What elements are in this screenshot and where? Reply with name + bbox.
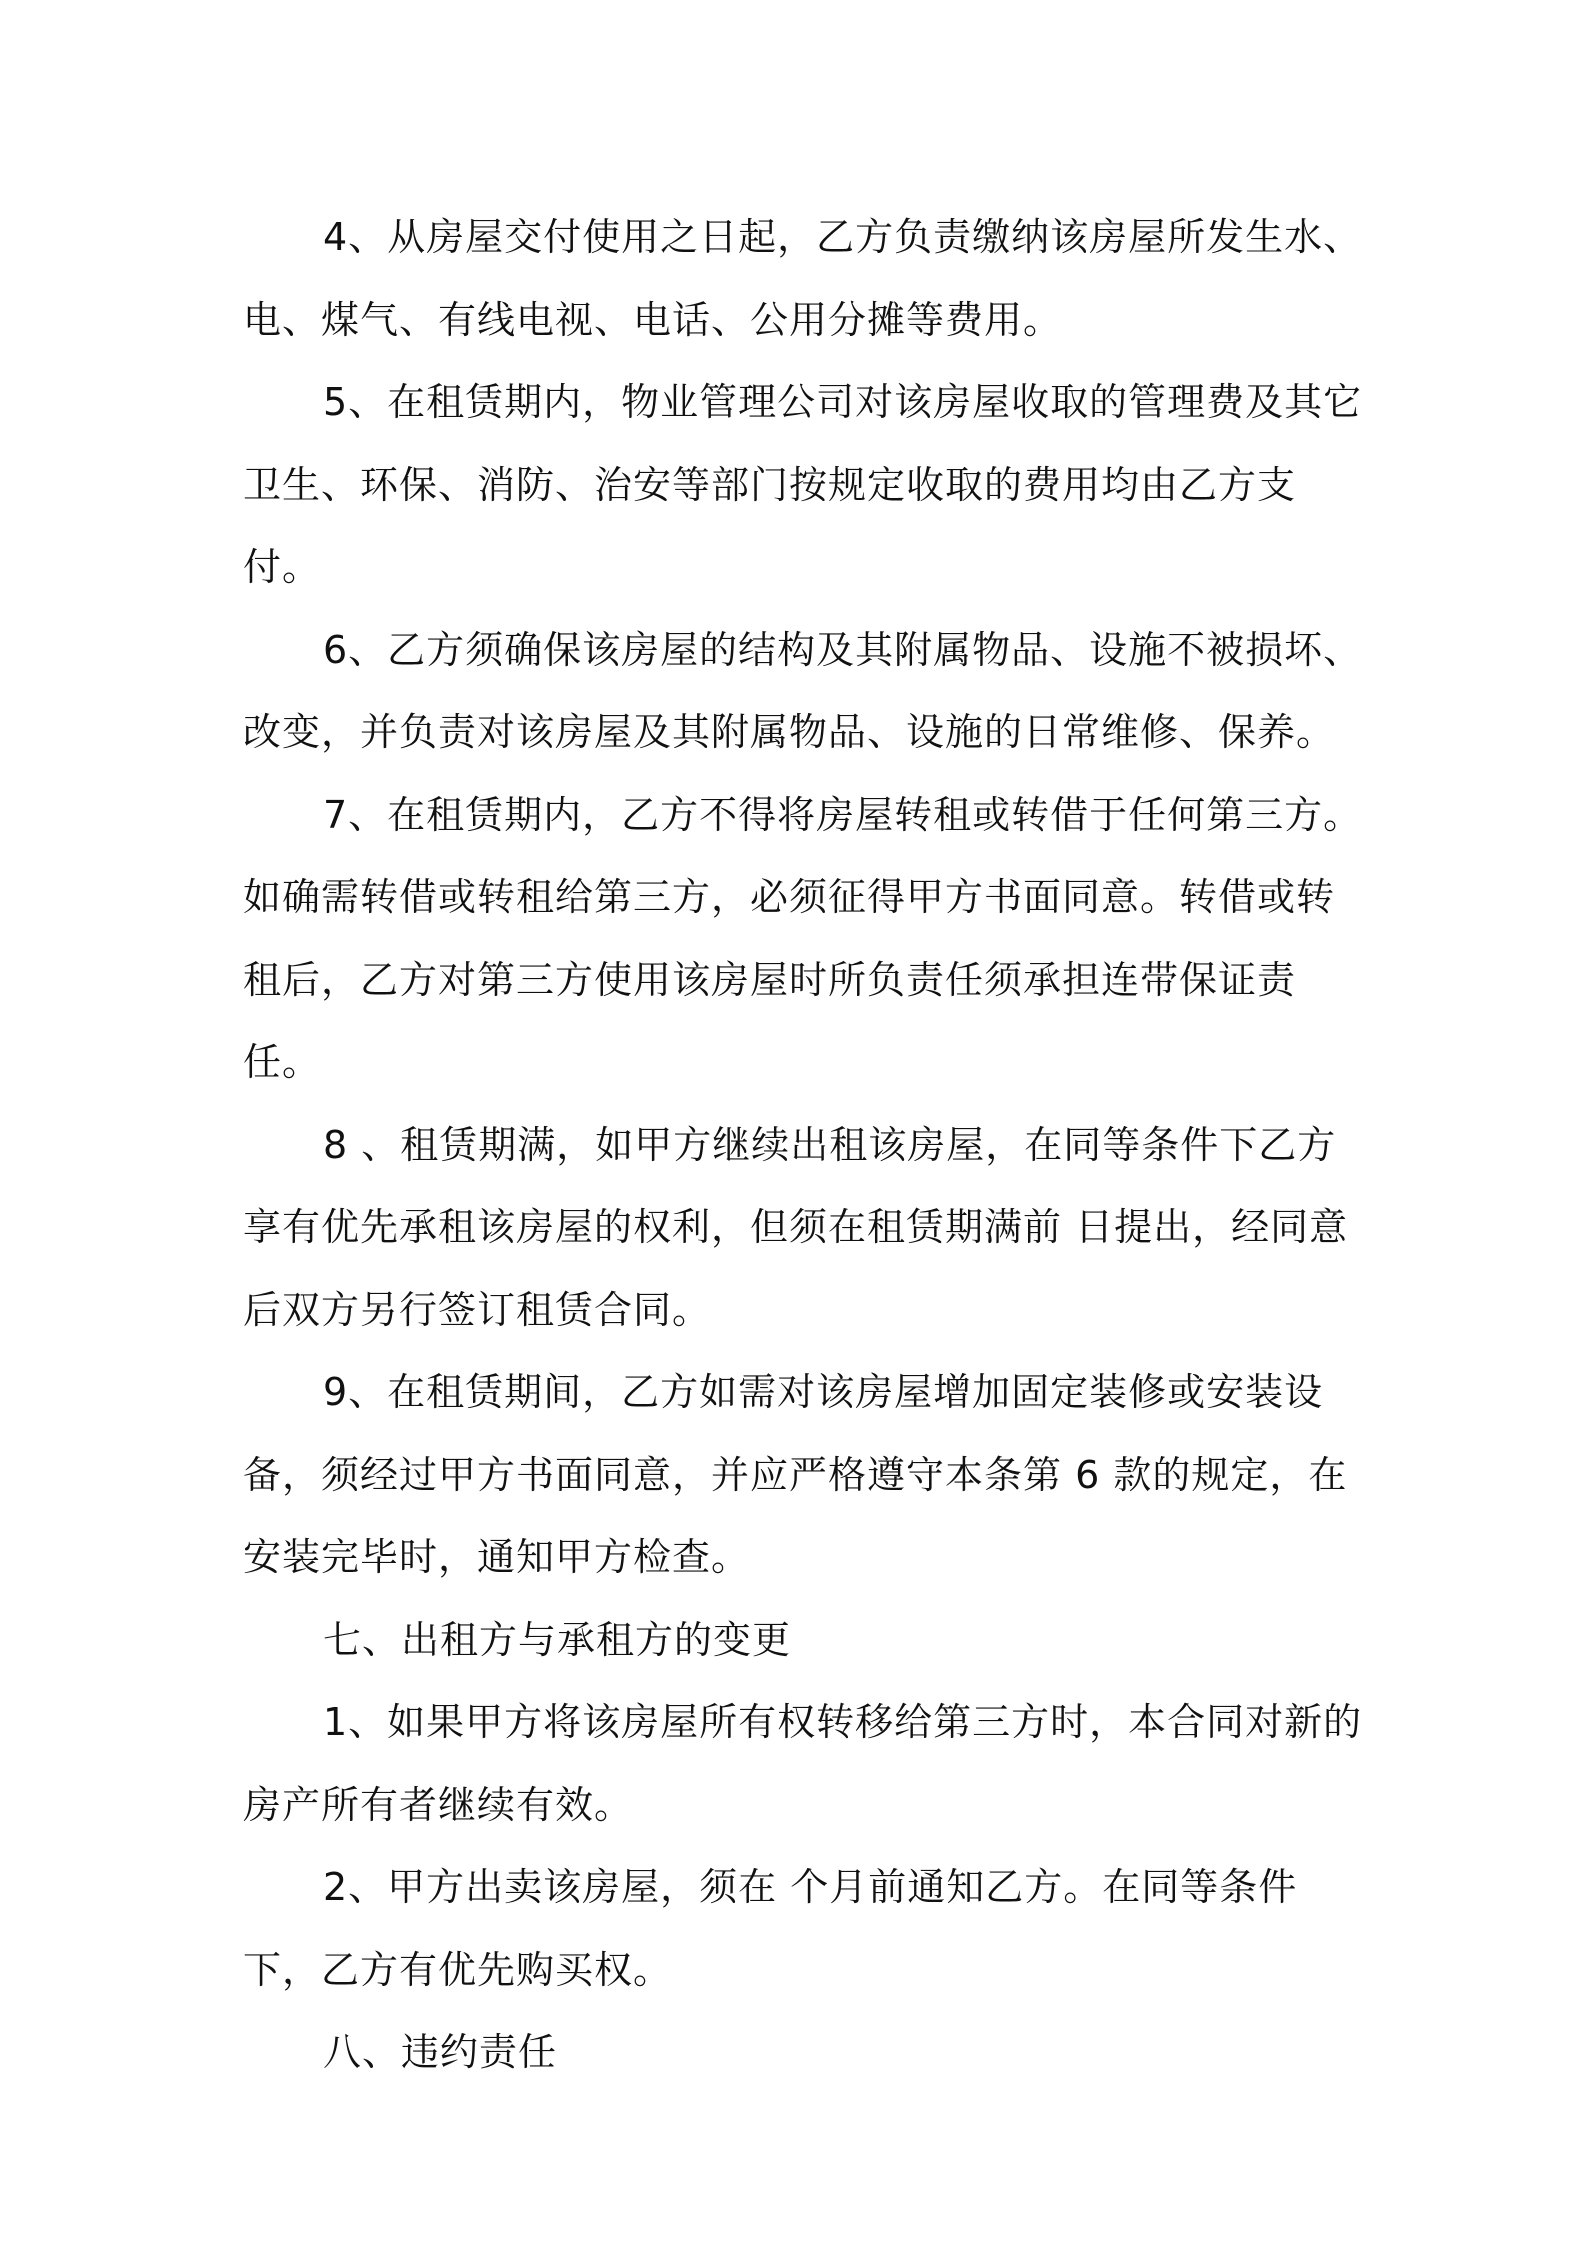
clause-1-ownership-transfer: 1、如果甲方将该房屋所有权转移给第三方时，本合同对新的房产所有者继续有效。	[243, 1700, 1363, 1827]
clause-5-management-fees: 5、在租赁期内，物业管理公司对该房屋收取的管理费及其它卫生、环保、消防、治安等部门按规定收取的费用均由乙方支付。	[243, 380, 1363, 589]
section-heading-party-change: 七、出租方与承租方的变更	[323, 1617, 792, 1662]
clause-9-renovation: 9、在租赁期间，乙方如需对该房屋增加固定装修或安装设备，须经过甲方书面同意，并应严格遵守本条第 6 款的规定，在安装完毕时，通知甲方检查。	[243, 1370, 1348, 1579]
clause-7-sublease: 7、在租赁期内，乙方不得将房屋转租或转借于任何第三方。如确需转借或转租给第三方，必须征得甲方书面同意。转借或转租后，乙方对第三方使用该房屋时所负责任须承担连带保证责任。	[243, 792, 1363, 1084]
clause-4-utilities: 4、从房屋交付使用之日起，乙方负责缴纳该房屋所发生水、电、煤气、有线电视、电话、公用分摊等费用。	[243, 215, 1363, 342]
clause-2-sale-notice: 2、甲方出卖该房屋，须在 个月前通知乙方。在同等条件下，乙方有优先购买权。	[243, 1865, 1298, 1992]
clause-8-renewal: 8 、租赁期满，如甲方继续出租该房屋，在同等条件下乙方享有优先承租该房屋的权利，但须在租赁期满前 日提出，经同意后双方另行签订租赁合同。	[243, 1122, 1349, 1332]
clause-6-maintenance: 6、乙方须确保该房屋的结构及其附属物品、设施不被损坏、改变，并负责对该房屋及其附属物品、设施的日常维修、保养。	[243, 627, 1363, 754]
section-heading-breach-liability: 八、违约责任	[323, 2030, 558, 2074]
document-body	[243, 196, 1363, 2094]
